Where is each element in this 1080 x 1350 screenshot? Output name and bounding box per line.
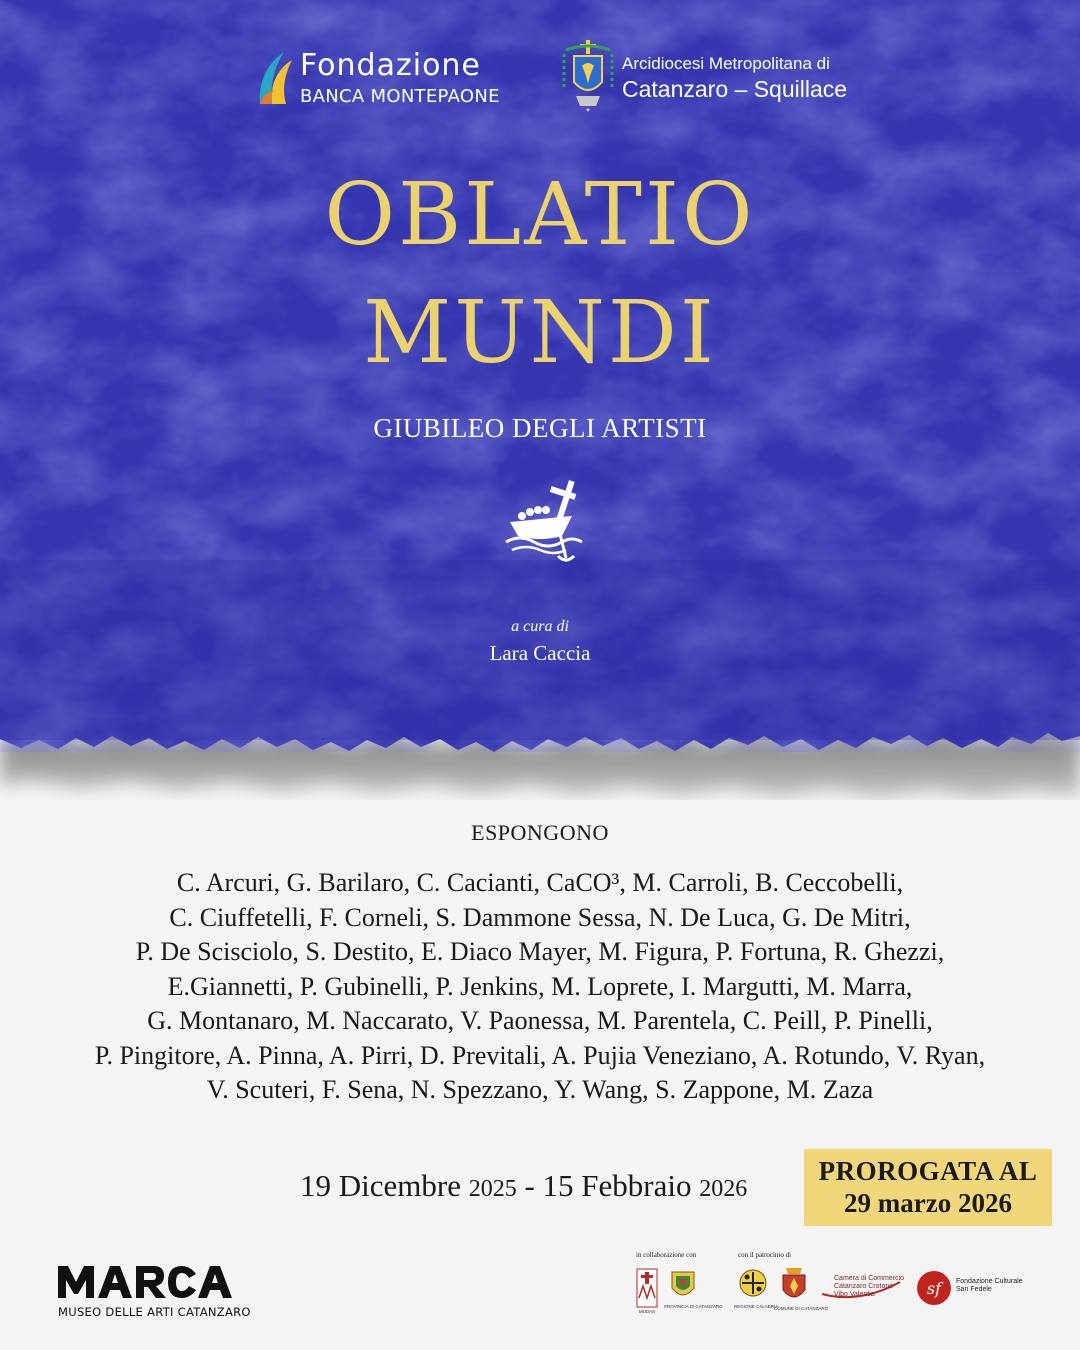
artists-line: P. De Scisciolo, S. Destito, E. Diaco Mayer, M. Figura, P. Fortuna, R. Ghezzi, — [135, 937, 945, 966]
artists-line: E.Giannetti, P. Gubinelli, P. Jenkins, M. Loprete, I. Margutti, M. Marra, — [167, 971, 913, 1001]
camera-line2: Catanzaro Crotone — [834, 1283, 894, 1290]
regione-crest-icon — [738, 1268, 768, 1302]
san-fedele-line2: San Fedele — [956, 1286, 992, 1293]
camera-line1: Camera di Commercio — [834, 1275, 905, 1282]
curated-by-label: a cura di — [511, 618, 569, 635]
archdiocese-line2: Catanzaro – Squillace — [622, 76, 848, 102]
archdiocese-line1: Arcidiocesi Metropolitana di — [622, 54, 830, 73]
san-fedele-line1: Fondazione Culturale — [956, 1278, 1023, 1285]
subtitle: GIUBILEO DEGLI ARTISTI — [373, 413, 707, 443]
artists-line: C. Arcuri, G. Barilaro, C. Cacianti, CaCO³, M. Carroli, B. Ceccobelli, — [176, 868, 904, 897]
end-date: 15 Febbraio — [542, 1168, 692, 1203]
artists-list — [30, 866, 1050, 1108]
start-year: 2025 — [468, 1176, 517, 1202]
exhibition-dates — [300, 1168, 790, 1204]
header-logos — [0, 40, 1080, 120]
mudas-caption: MUDAS — [638, 1309, 656, 1314]
camera-line3: Vibo Valentia — [834, 1291, 875, 1298]
title-line-1: OBLATIO — [324, 165, 756, 265]
foundation-logo — [258, 48, 518, 112]
svg-text:sf: sf — [926, 1279, 942, 1298]
archdiocese-logo — [560, 40, 850, 120]
ship-cross-icon — [500, 476, 590, 566]
start-date: 19 Dicembre — [300, 1168, 461, 1203]
crest-icon — [560, 40, 616, 114]
san-fedele-logo — [916, 1270, 952, 1306]
provincia-caption: PROVINCIA DI CATANZARO — [664, 1304, 723, 1309]
collaboration-label: in collaborazione con — [636, 1251, 697, 1259]
curator-name: Lara Caccia — [489, 641, 591, 665]
mudas-logo — [636, 1268, 658, 1308]
patronage-label: con il patrocinio di — [738, 1251, 792, 1259]
artists-line: P. Pingitore, A. Pinna, A. Pirri, D. Previtali, A. Pujia Veneziano, A. Rotundo, V. Ryan, — [94, 1040, 986, 1070]
partner-logos — [630, 1248, 1050, 1328]
artists-line: G. Montanaro, M. Naccarato, V. Paonessa, M. Parentela, C. Peill, P. Pinelli, — [147, 1006, 933, 1035]
date-separator: - — [524, 1168, 535, 1203]
comune-crest-icon — [780, 1266, 808, 1304]
title-line-2: MUNDI — [363, 283, 717, 383]
foundation-name: Fondazione — [300, 48, 481, 83]
artists-line: V. Scuteri, F. Sena, N. Spezzano, Y. Wang, S. Zappone, M. Zaza — [206, 1075, 874, 1104]
extension-date: 29 marzo 2026 — [844, 1188, 1012, 1218]
artists-line: C. Ciuffetelli, F. Corneli, S. Dammone Sessa, N. De Luca, G. De Mitri, — [169, 902, 911, 932]
provincia-crest-icon — [670, 1268, 696, 1302]
extension-label: PROROGATA AL — [818, 1156, 1038, 1186]
leaf-mark-icon — [258, 50, 294, 106]
foundation-subname: BANCA MONTEPAONE — [300, 86, 500, 107]
extension-banner — [804, 1149, 1052, 1226]
exhibitors-heading: ESPONGONO — [471, 820, 609, 845]
svg-text:✦: ✦ — [585, 107, 591, 114]
museum-full-name: MUSEO DELLE ARTI CATANZARO — [58, 1305, 251, 1319]
regione-caption: REGIONE CALABRIA — [734, 1304, 779, 1309]
comune-caption: COMUNE DI CATANZARO — [774, 1306, 829, 1311]
end-year: 2026 — [699, 1176, 748, 1202]
